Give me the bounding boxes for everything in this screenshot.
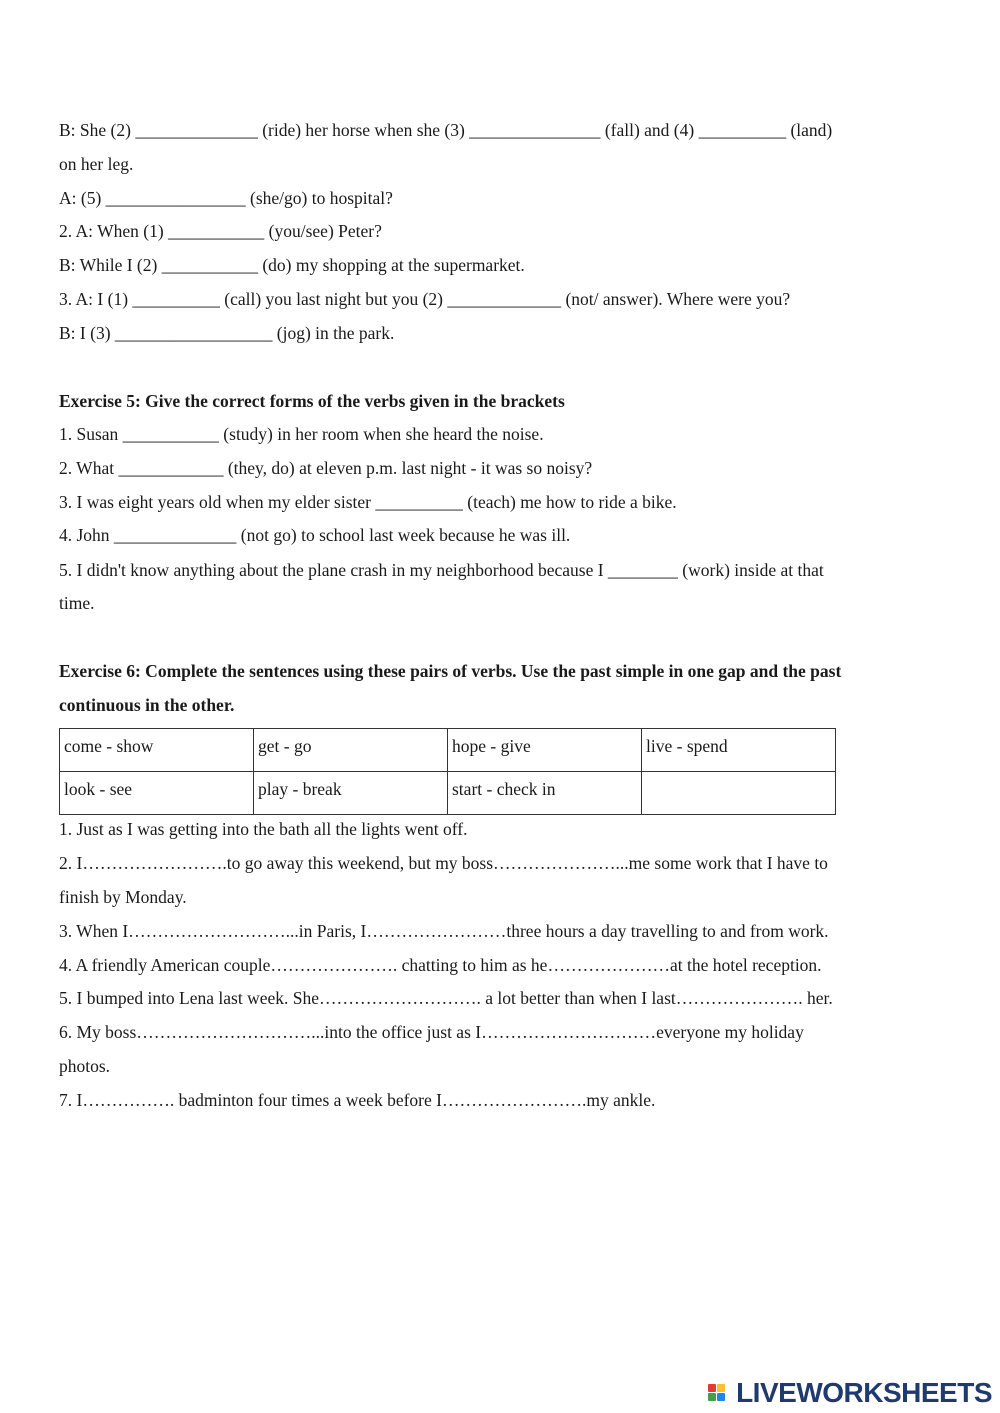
ex6-item-3: 3. When I………………………...in Paris, I……………………three hours a day travelling to and from work. [59, 921, 829, 941]
ex6-heading-line1: Exercise 6: Complete the sentences using these pairs of verbs. Use the past simple in one gap and the past [59, 661, 842, 681]
table-cell [642, 772, 836, 815]
table-cell: come - show [60, 729, 254, 772]
ex6-item-6: 6. My boss…………………………...into the office just as I…………………………everyone my holiday [59, 1022, 804, 1042]
ex4-dialogue-b-line2: on her leg. [59, 154, 134, 174]
table-cell: get - go [254, 729, 448, 772]
ex5-item-3: 3. I was eight years old when my elder sister __________ (teach) me how to ride a bike. [59, 492, 677, 512]
table-cell: start - check in [448, 772, 642, 815]
ex4-q3-b: B: I (3) __________________ (jog) in the park. [59, 323, 395, 343]
ex6-item-1: 1. Just as I was getting into the bath all the lights went off. [59, 819, 468, 839]
ex5-item-4: 4. John ______________ (not go) to school last week because he was ill. [59, 525, 571, 545]
table-row [60, 729, 836, 772]
liveworksheets-logo [708, 1377, 992, 1409]
ex6-item-6-cont: photos. [59, 1056, 111, 1076]
ex4-q2-b: B: While I (2) ___________ (do) my shopping at the supermarket. [59, 255, 525, 275]
ex4-q3-a: 3. A: I (1) __________ (call) you last night but you (2) _____________ (not/ answer). Where were you? [59, 289, 791, 309]
verb-pairs-table [59, 728, 836, 815]
table-cell: look - see [60, 772, 254, 815]
table-cell: live - spend [642, 729, 836, 772]
ex5-item-2: 2. What ____________ (they, do) at eleven p.m. last night - it was so noisy? [59, 458, 593, 478]
table-row [60, 772, 836, 815]
ex6-heading-line2: continuous in the other. [59, 695, 235, 715]
ex4-q2-a: 2. A: When (1) ___________ (you/see) Peter? [59, 221, 382, 241]
logo-text: LIVEWORKSHEETS [736, 1377, 992, 1408]
ex5-item-5: 5. I didn't know anything about the plane crash in my neighborhood because I ________ (work) inside at that [59, 560, 824, 580]
ex6-item-7: 7. I……………. badminton four times a week before I…………………….my ankle. [59, 1090, 656, 1110]
ex6-item-5: 5. I bumped into Lena last week. She………………………. a lot better than when I last…………………. her. [59, 988, 833, 1008]
table-cell: play - break [254, 772, 448, 815]
ex5-item-1: 1. Susan ___________ (study) in her room when she heard the noise. [59, 424, 544, 444]
ex4-dialogue-a5: A: (5) ________________ (she/go) to hospital? [59, 188, 393, 208]
table-cell: hope - give [448, 729, 642, 772]
ex5-heading: Exercise 5: Give the correct forms of the verbs given in the brackets [59, 391, 565, 411]
ex4-dialogue-b-line1: B: She (2) ______________ (ride) her horse when she (3) _______________ (fall) and (4) __________ (land) [59, 120, 833, 140]
logo-squares-icon [708, 1380, 734, 1406]
ex6-item-2: 2. I…………………….to go away this weekend, but my boss…………………...me some work that I have to [59, 853, 828, 873]
ex6-item-4: 4. A friendly American couple…………………. chatting to him as he…………………at the hotel reception. [59, 955, 822, 975]
ex5-item-5-cont: time. [59, 593, 95, 613]
ex6-item-2-cont: finish by Monday. [59, 887, 187, 907]
